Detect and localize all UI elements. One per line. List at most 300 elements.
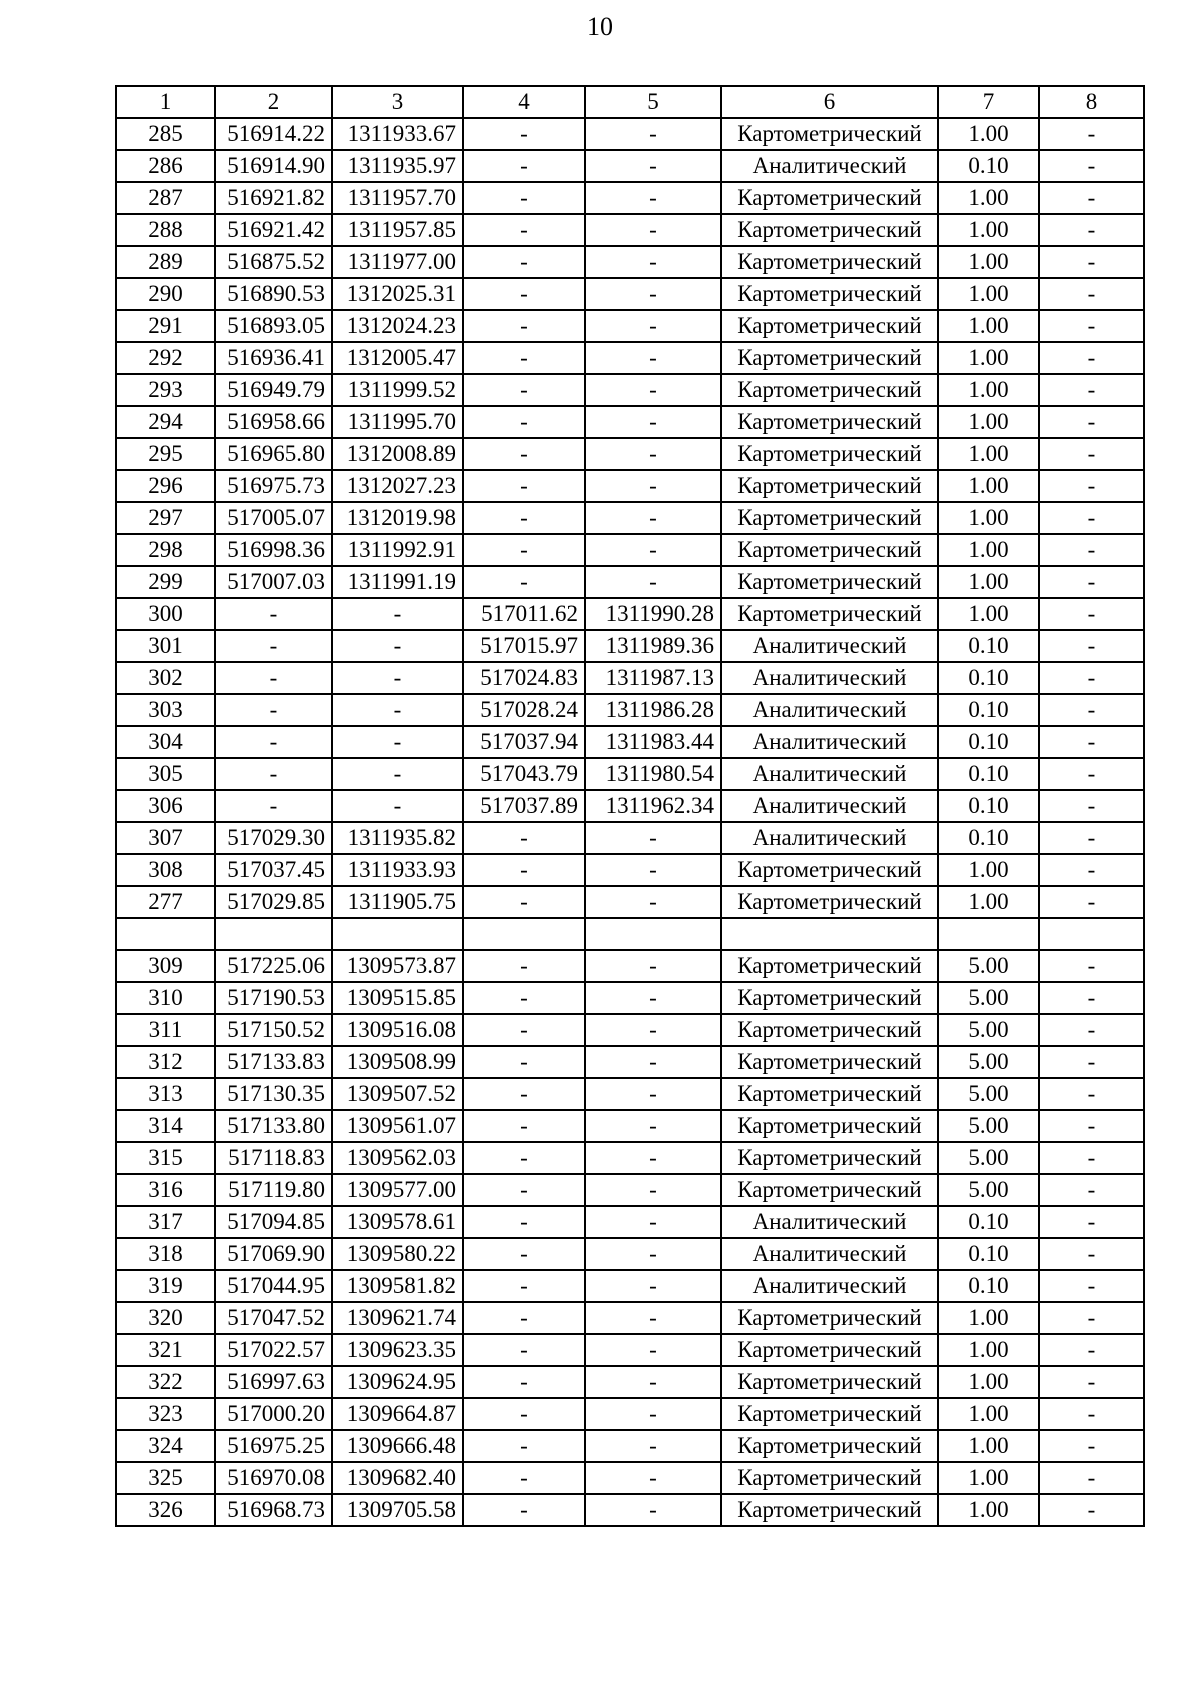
table-cell: 1312019.98 [332, 502, 463, 534]
table-cell: - [463, 278, 585, 310]
table-cell: 300 [116, 598, 215, 630]
table-cell: 310 [116, 982, 215, 1014]
table-cell: 303 [116, 694, 215, 726]
table-cell: - [463, 1238, 585, 1270]
table-cell: 285 [116, 118, 215, 150]
table-cell: Картометрический [721, 1430, 938, 1462]
table-cell: 516921.82 [215, 182, 332, 214]
table-cell: 1309580.22 [332, 1238, 463, 1270]
table-cell: 517069.90 [215, 1238, 332, 1270]
table-cell: - [1039, 182, 1144, 214]
table-cell: - [463, 1430, 585, 1462]
table-cell: 1311962.34 [585, 790, 721, 822]
table-cell: - [463, 374, 585, 406]
table-cell: - [585, 566, 721, 598]
table-cell: - [215, 790, 332, 822]
table-row [116, 310, 1144, 342]
table-cell: - [1039, 278, 1144, 310]
table-cell: - [215, 694, 332, 726]
table-cell: - [463, 310, 585, 342]
table-cell: 516975.73 [215, 470, 332, 502]
table-cell: Аналитический [721, 822, 938, 854]
table-cell: 306 [116, 790, 215, 822]
table-cell: 517133.83 [215, 1046, 332, 1078]
table-cell: - [215, 630, 332, 662]
table-cell: 293 [116, 374, 215, 406]
table-cell: Картометрический [721, 1302, 938, 1334]
table-cell: 517130.35 [215, 1078, 332, 1110]
table-cell: - [1039, 886, 1144, 918]
table-cell: Аналитический [721, 758, 938, 790]
table-cell: 301 [116, 630, 215, 662]
table-cell [721, 918, 938, 950]
table-cell: - [1039, 502, 1144, 534]
table-cell: - [332, 758, 463, 790]
table-cell: - [463, 1462, 585, 1494]
table-cell: - [1039, 1174, 1144, 1206]
table-cell: 516975.25 [215, 1430, 332, 1462]
table-cell: - [1039, 854, 1144, 886]
table-cell: 5.00 [938, 950, 1039, 982]
table-cell: Картометрический [721, 854, 938, 886]
table-cell: 1.00 [938, 1494, 1039, 1526]
table-cell: 516893.05 [215, 310, 332, 342]
table-cell: - [215, 726, 332, 758]
table-cell: - [332, 662, 463, 694]
header-cell: 7 [938, 86, 1039, 118]
table-cell: - [1039, 1046, 1144, 1078]
table-cell: 1311991.19 [332, 566, 463, 598]
table-row [116, 758, 1144, 790]
table-cell: - [1039, 598, 1144, 630]
table-cell: 1.00 [938, 470, 1039, 502]
table-cell: Картометрический [721, 1078, 938, 1110]
table-cell: 1311983.44 [585, 726, 721, 758]
table-cell: Аналитический [721, 726, 938, 758]
table-cell: - [463, 534, 585, 566]
table-cell: - [1039, 726, 1144, 758]
table-cell: 5.00 [938, 1078, 1039, 1110]
table-cell: 516914.22 [215, 118, 332, 150]
table-cell: 1312008.89 [332, 438, 463, 470]
table-cell: - [1039, 1142, 1144, 1174]
table-cell: 0.10 [938, 150, 1039, 182]
table-row [116, 822, 1144, 854]
table-cell: 1309578.61 [332, 1206, 463, 1238]
table-cell: Картометрический [721, 982, 938, 1014]
table-cell: - [463, 1078, 585, 1110]
table-cell: 287 [116, 182, 215, 214]
table-cell: Картометрический [721, 182, 938, 214]
table-cell: 322 [116, 1366, 215, 1398]
table-cell: 517225.06 [215, 950, 332, 982]
table-cell: - [585, 1462, 721, 1494]
table-cell: - [1039, 1270, 1144, 1302]
table-cell: - [463, 982, 585, 1014]
table-row [116, 1206, 1144, 1238]
table-row [116, 118, 1144, 150]
table-cell: 1.00 [938, 1302, 1039, 1334]
table-row [116, 1334, 1144, 1366]
table-cell: 0.10 [938, 630, 1039, 662]
table-cell: - [585, 1238, 721, 1270]
table-cell: 308 [116, 854, 215, 886]
table-cell: 516890.53 [215, 278, 332, 310]
table-cell: - [585, 822, 721, 854]
table-cell: Картометрический [721, 1398, 938, 1430]
table-cell: 517133.80 [215, 1110, 332, 1142]
table-cell: Картометрический [721, 406, 938, 438]
table-cell [1039, 918, 1144, 950]
table-cell: - [463, 1494, 585, 1526]
table-cell: 1312025.31 [332, 278, 463, 310]
table-cell: - [463, 1270, 585, 1302]
table-cell: Аналитический [721, 1270, 938, 1302]
table-cell: 1311977.00 [332, 246, 463, 278]
table-cell: 317 [116, 1206, 215, 1238]
table-cell: 516914.90 [215, 150, 332, 182]
table-cell: 1311989.36 [585, 630, 721, 662]
table-row [116, 342, 1144, 374]
table-cell: - [1039, 1014, 1144, 1046]
table-cell: Картометрический [721, 342, 938, 374]
table-cell: Картометрический [721, 438, 938, 470]
header-cell: 4 [463, 86, 585, 118]
table-cell: 1311957.85 [332, 214, 463, 246]
table-cell: - [1039, 630, 1144, 662]
table-cell: Картометрический [721, 1046, 938, 1078]
table-row [116, 886, 1144, 918]
table-cell: - [1039, 1366, 1144, 1398]
table-cell: 1309577.00 [332, 1174, 463, 1206]
table-cell: - [585, 950, 721, 982]
table-cell: 0.10 [938, 758, 1039, 790]
table-cell: - [332, 598, 463, 630]
table-cell: 1.00 [938, 278, 1039, 310]
table-cell: 517005.07 [215, 502, 332, 534]
table-cell: 326 [116, 1494, 215, 1526]
table-cell: - [585, 438, 721, 470]
table-cell: - [1039, 1110, 1144, 1142]
table-cell: 516958.66 [215, 406, 332, 438]
table-cell: 1311986.28 [585, 694, 721, 726]
table-cell: - [585, 470, 721, 502]
table-cell: 5.00 [938, 1110, 1039, 1142]
table-cell: - [1039, 342, 1144, 374]
table-cell: 1.00 [938, 598, 1039, 630]
table-cell: 516965.80 [215, 438, 332, 470]
table-cell: Картометрический [721, 1174, 938, 1206]
table-row [116, 214, 1144, 246]
table-cell: - [1039, 1398, 1144, 1430]
table-cell: 0.10 [938, 694, 1039, 726]
table-row [116, 630, 1144, 662]
table-cell: - [585, 1302, 721, 1334]
table-cell: 321 [116, 1334, 215, 1366]
table-cell: 323 [116, 1398, 215, 1430]
table-cell: 1311999.52 [332, 374, 463, 406]
table-cell: - [332, 694, 463, 726]
table-row [116, 182, 1144, 214]
table-cell: - [585, 1494, 721, 1526]
table-cell: - [463, 1206, 585, 1238]
table-cell: 1309664.87 [332, 1398, 463, 1430]
table-cell: - [463, 1014, 585, 1046]
header-cell: 5 [585, 86, 721, 118]
table-cell: - [463, 406, 585, 438]
table-cell: 517028.24 [463, 694, 585, 726]
table-cell: 319 [116, 1270, 215, 1302]
table-cell: - [332, 630, 463, 662]
table-cell: - [215, 598, 332, 630]
table-cell: 1309705.58 [332, 1494, 463, 1526]
table-cell: 314 [116, 1110, 215, 1142]
table-row [116, 1494, 1144, 1526]
table-cell: - [463, 118, 585, 150]
table-cell: - [463, 1046, 585, 1078]
table-cell: Аналитический [721, 1206, 938, 1238]
table-cell: - [585, 1366, 721, 1398]
table-cell: - [1039, 950, 1144, 982]
table-cell: 517037.94 [463, 726, 585, 758]
table-cell: - [463, 950, 585, 982]
table-cell: 0.10 [938, 822, 1039, 854]
table-cell: - [585, 886, 721, 918]
table-cell: Картометрический [721, 1110, 938, 1142]
table-row [116, 1078, 1144, 1110]
table-cell: - [1039, 1206, 1144, 1238]
table-cell: 517119.80 [215, 1174, 332, 1206]
table-cell: 302 [116, 662, 215, 694]
table-cell: Картометрический [721, 278, 938, 310]
table-cell: 517007.03 [215, 566, 332, 598]
table-header-row [116, 86, 1144, 118]
table-cell: - [463, 1302, 585, 1334]
table-cell: - [463, 470, 585, 502]
table-cell: 517043.79 [463, 758, 585, 790]
table-cell: - [1039, 1238, 1144, 1270]
table-row [116, 1014, 1144, 1046]
table-cell: - [1039, 1462, 1144, 1494]
table-row [116, 950, 1144, 982]
table-cell: 517150.52 [215, 1014, 332, 1046]
table-cell [332, 918, 463, 950]
table-cell: 517037.45 [215, 854, 332, 886]
table-row [116, 1238, 1144, 1270]
table-cell: - [215, 758, 332, 790]
table-row [116, 1398, 1144, 1430]
table-cell: Аналитический [721, 790, 938, 822]
table-cell: - [463, 1366, 585, 1398]
table-cell: 320 [116, 1302, 215, 1334]
table-cell: 1311987.13 [585, 662, 721, 694]
table-cell: Картометрический [721, 1462, 938, 1494]
table-row [116, 406, 1144, 438]
table-cell: 299 [116, 566, 215, 598]
table-cell: 1.00 [938, 1398, 1039, 1430]
table-cell: 1309624.95 [332, 1366, 463, 1398]
table-cell: 298 [116, 534, 215, 566]
table-cell: 295 [116, 438, 215, 470]
page-number: 10 [587, 12, 613, 41]
table-row [116, 982, 1144, 1014]
table-row [116, 534, 1144, 566]
table-cell: 1309562.03 [332, 1142, 463, 1174]
table-cell: 1309508.99 [332, 1046, 463, 1078]
table-cell: - [1039, 1334, 1144, 1366]
table-cell: 0.10 [938, 790, 1039, 822]
table-cell: - [332, 790, 463, 822]
table-row [116, 694, 1144, 726]
table-cell: 325 [116, 1462, 215, 1494]
table-cell: - [585, 1110, 721, 1142]
table-cell: 517024.83 [463, 662, 585, 694]
table-cell: 288 [116, 214, 215, 246]
table-cell: Картометрический [721, 950, 938, 982]
table-row [116, 438, 1144, 470]
table-cell: Картометрический [721, 1014, 938, 1046]
table-cell: - [585, 342, 721, 374]
table-cell: 316 [116, 1174, 215, 1206]
table-cell: 305 [116, 758, 215, 790]
table-cell: - [585, 1046, 721, 1078]
table-cell: 516921.42 [215, 214, 332, 246]
table-cell: 1312027.23 [332, 470, 463, 502]
table-cell: Аналитический [721, 662, 938, 694]
table-cell: - [463, 854, 585, 886]
table-row [116, 150, 1144, 182]
table-cell: 516970.08 [215, 1462, 332, 1494]
table-cell: 1.00 [938, 502, 1039, 534]
table-cell: 517047.52 [215, 1302, 332, 1334]
table-cell: - [585, 1014, 721, 1046]
table-cell: 291 [116, 310, 215, 342]
table-cell: - [463, 1142, 585, 1174]
table-cell: - [585, 854, 721, 886]
table-cell: 1309666.48 [332, 1430, 463, 1462]
table-cell: 294 [116, 406, 215, 438]
table-cell: 0.10 [938, 726, 1039, 758]
table-cell: - [1039, 566, 1144, 598]
table-cell: - [585, 278, 721, 310]
table-cell: 1.00 [938, 406, 1039, 438]
table-cell: 1309623.35 [332, 1334, 463, 1366]
table-cell: 1.00 [938, 246, 1039, 278]
table-cell: - [585, 1334, 721, 1366]
table-cell: 286 [116, 150, 215, 182]
table-cell: - [585, 534, 721, 566]
table-cell: 1311992.91 [332, 534, 463, 566]
table-cell: - [1039, 1302, 1144, 1334]
table-cell: - [463, 1398, 585, 1430]
table-cell: 1312024.23 [332, 310, 463, 342]
table-cell: Картометрический [721, 534, 938, 566]
table-cell: Картометрический [721, 886, 938, 918]
table-cell: 1311905.75 [332, 886, 463, 918]
table-cell: Аналитический [721, 150, 938, 182]
table-cell: 1311990.28 [585, 598, 721, 630]
table-cell: 516936.41 [215, 342, 332, 374]
table-cell: 517044.95 [215, 1270, 332, 1302]
table-cell: - [585, 1142, 721, 1174]
table-cell: 517190.53 [215, 982, 332, 1014]
table-cell: 1.00 [938, 1366, 1039, 1398]
table-cell: 1.00 [938, 374, 1039, 406]
table-cell: - [463, 886, 585, 918]
table-cell: 517011.62 [463, 598, 585, 630]
table-cell: - [463, 1334, 585, 1366]
table-cell: - [585, 1174, 721, 1206]
table-body [116, 118, 1144, 1526]
table-cell: 1.00 [938, 214, 1039, 246]
table-row [116, 374, 1144, 406]
table-cell: 1311980.54 [585, 758, 721, 790]
table-row [116, 662, 1144, 694]
table-cell: - [1039, 246, 1144, 278]
table-cell: 1.00 [938, 886, 1039, 918]
table-cell: - [463, 566, 585, 598]
table-cell: 1.00 [938, 310, 1039, 342]
table-cell: - [332, 726, 463, 758]
table-row [116, 918, 1144, 950]
table-cell: 289 [116, 246, 215, 278]
header-cell: 1 [116, 86, 215, 118]
table-cell: Картометрический [721, 246, 938, 278]
table-cell: 1.00 [938, 854, 1039, 886]
table-cell: - [585, 406, 721, 438]
table-cell: 0.10 [938, 1238, 1039, 1270]
table-cell: 5.00 [938, 1142, 1039, 1174]
table-cell: - [585, 310, 721, 342]
table-cell: Картометрический [721, 566, 938, 598]
table-cell: 517022.57 [215, 1334, 332, 1366]
table-cell: - [585, 502, 721, 534]
table-row [116, 854, 1144, 886]
table-cell: 290 [116, 278, 215, 310]
table-cell: 1311933.67 [332, 118, 463, 150]
table-cell: - [1039, 758, 1144, 790]
table-cell: 1309682.40 [332, 1462, 463, 1494]
table-cell: 1.00 [938, 534, 1039, 566]
table-cell [215, 918, 332, 950]
table-cell: - [585, 246, 721, 278]
table-row [116, 470, 1144, 502]
table-cell: 1311935.82 [332, 822, 463, 854]
table-cell: - [463, 246, 585, 278]
table-cell: - [463, 1110, 585, 1142]
table-row [116, 1430, 1144, 1462]
table-cell: - [463, 214, 585, 246]
table-cell: Картометрический [721, 1142, 938, 1174]
header-cell: 6 [721, 86, 938, 118]
table-cell: - [463, 502, 585, 534]
table-cell: Картометрический [721, 214, 938, 246]
table-cell [585, 918, 721, 950]
table-row [116, 246, 1144, 278]
table-cell: 0.10 [938, 662, 1039, 694]
table-cell [116, 918, 215, 950]
table-cell: - [1039, 790, 1144, 822]
table-cell: Аналитический [721, 694, 938, 726]
table-cell: - [1039, 310, 1144, 342]
table-cell: 516997.63 [215, 1366, 332, 1398]
table-cell: 307 [116, 822, 215, 854]
table-cell: Картометрический [721, 1494, 938, 1526]
table-cell: 297 [116, 502, 215, 534]
table-cell: 1312005.47 [332, 342, 463, 374]
table-cell: 1.00 [938, 118, 1039, 150]
table-cell: 516968.73 [215, 1494, 332, 1526]
